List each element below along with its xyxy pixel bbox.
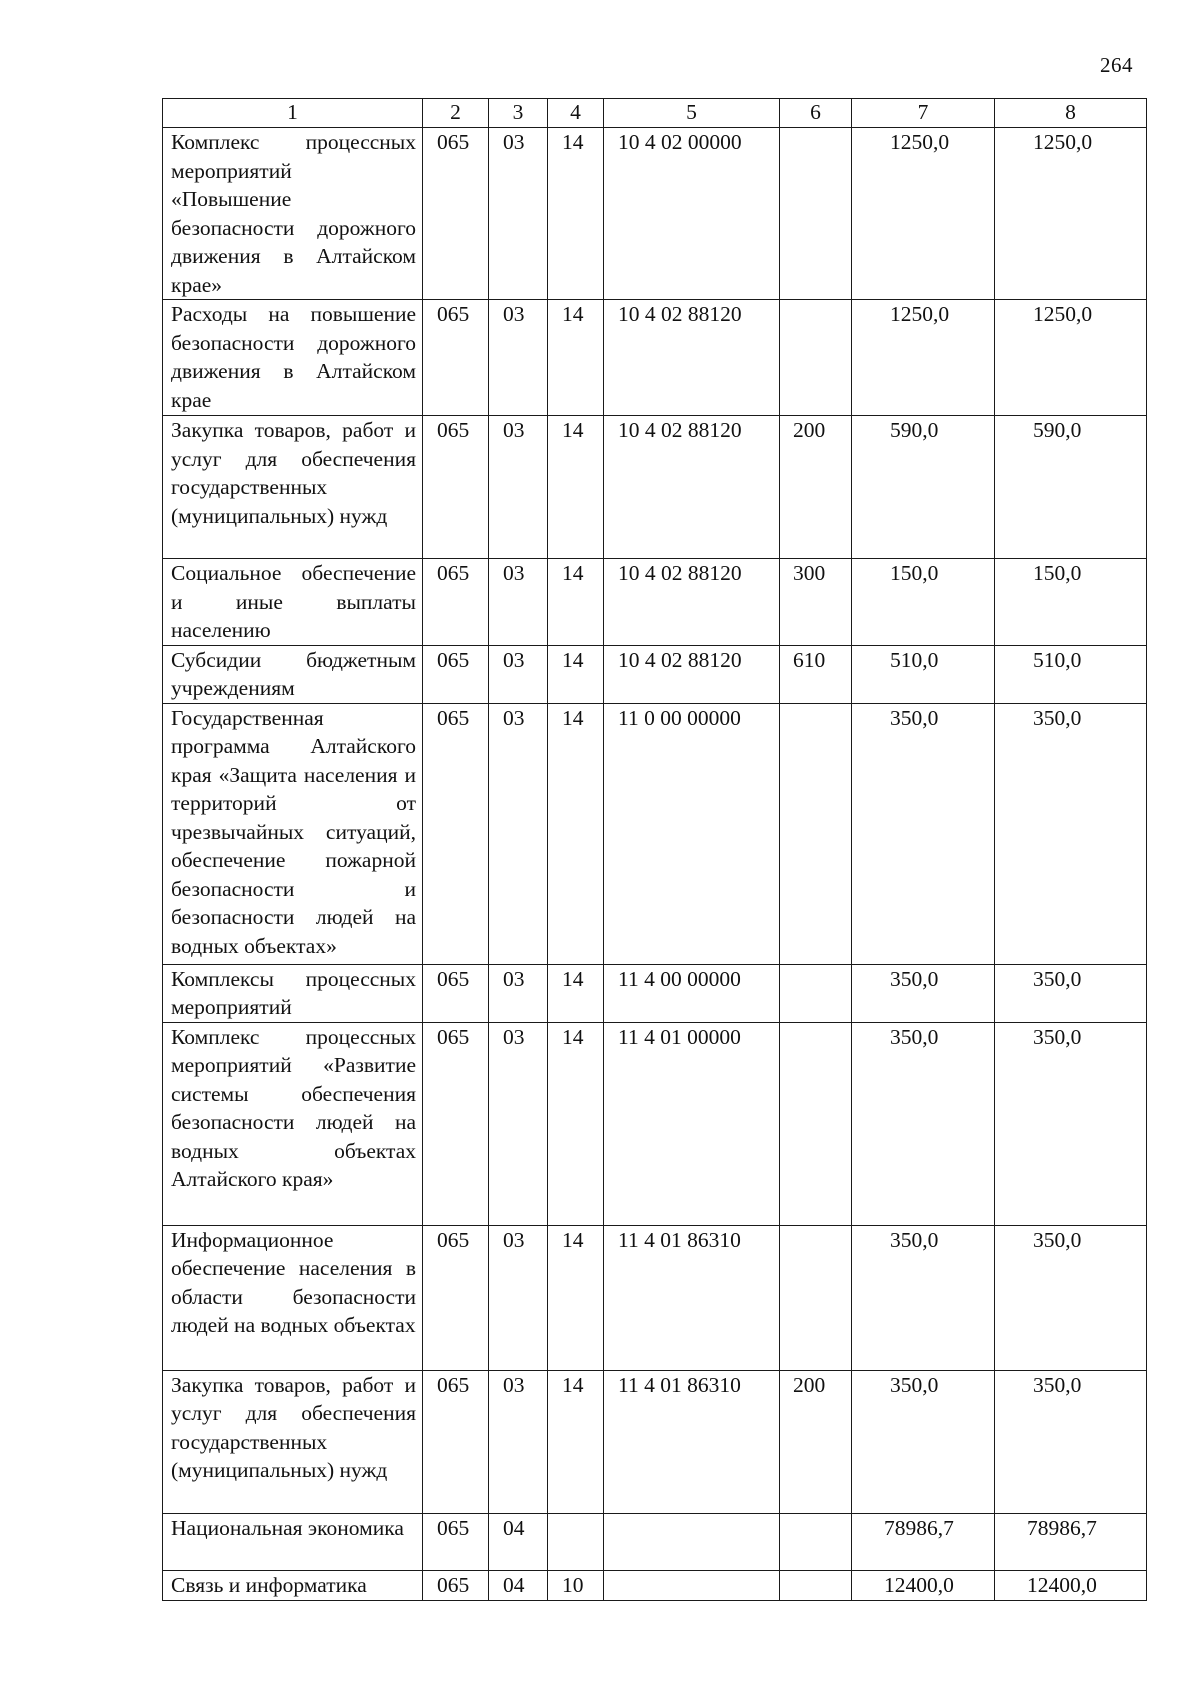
cell-target-article: 11 4 01 86310 <box>604 1225 780 1370</box>
cell-amount-1: 510,0 <box>852 645 995 703</box>
cell-target-article: 10 4 02 00000 <box>604 128 780 300</box>
cell-target-article: 11 0 00 00000 <box>604 703 780 964</box>
cell-subsection <box>548 1513 604 1570</box>
cell-target-article: 10 4 02 88120 <box>604 416 780 559</box>
cell-amount-1: 12400,0 <box>852 1570 995 1600</box>
cell-section: 03 <box>489 645 548 703</box>
row-name: Расходы на повышение безопасности дорожного движения в Алтайском крае <box>163 300 423 416</box>
cell-amount-2: 350,0 <box>995 1022 1147 1225</box>
cell-amount-1: 350,0 <box>852 703 995 964</box>
cell-admin-code: 065 <box>423 1570 489 1600</box>
cell-admin-code: 065 <box>423 964 489 1022</box>
cell-section: 03 <box>489 1225 548 1370</box>
cell-amount-2: 350,0 <box>995 964 1147 1022</box>
page-number: 264 <box>1100 53 1133 77</box>
cell-amount-1: 590,0 <box>852 416 995 559</box>
cell-target-article <box>604 1513 780 1570</box>
column-header: 3 <box>489 99 548 128</box>
column-header: 4 <box>548 99 604 128</box>
row-name: Национальная экономика <box>163 1513 423 1570</box>
cell-amount-1: 350,0 <box>852 1225 995 1370</box>
cell-expense-type <box>780 703 852 964</box>
cell-expense-type <box>780 1570 852 1600</box>
cell-expense-type <box>780 1513 852 1570</box>
row-name: Субсидии бюджетным учреждениям <box>163 645 423 703</box>
table-row <box>163 1370 1147 1513</box>
cell-expense-type <box>780 1225 852 1370</box>
cell-section: 04 <box>489 1513 548 1570</box>
cell-subsection: 10 <box>548 1570 604 1600</box>
table-row <box>163 1513 1147 1570</box>
cell-amount-1: 1250,0 <box>852 300 995 416</box>
cell-amount-1: 78986,7 <box>852 1513 995 1570</box>
row-name: Комплекс процессных мероприятий «Развитие системы обеспечения безопасности людей на водных объектах Алтайского края» <box>163 1022 423 1225</box>
cell-section: 03 <box>489 964 548 1022</box>
cell-subsection: 14 <box>548 559 604 646</box>
row-name: Государственная программа Алтайского края «Защита населения и территорий от чрезвычайных ситуаций, обеспечение пожарной безопасности и безопасности людей на водных объектах» <box>163 703 423 964</box>
table-row <box>163 1225 1147 1370</box>
cell-target-article: 10 4 02 88120 <box>604 300 780 416</box>
cell-subsection: 14 <box>548 1370 604 1513</box>
cell-admin-code: 065 <box>423 416 489 559</box>
table-row <box>163 1570 1147 1600</box>
cell-amount-2: 350,0 <box>995 1225 1147 1370</box>
cell-target-article: 11 4 01 86310 <box>604 1370 780 1513</box>
cell-target-article: 11 4 00 00000 <box>604 964 780 1022</box>
cell-target-article: 10 4 02 88120 <box>604 645 780 703</box>
row-name: Закупка товаров, работ и услуг для обеспечения государственных (муниципальных) нужд <box>163 416 423 559</box>
table-row <box>163 128 1147 300</box>
cell-section: 03 <box>489 1022 548 1225</box>
cell-amount-2: 350,0 <box>995 1370 1147 1513</box>
column-header: 2 <box>423 99 489 128</box>
cell-expense-type <box>780 128 852 300</box>
table-row <box>163 964 1147 1022</box>
row-name: Комплекс процессных мероприятий «Повышение безопасности дорожного движения в Алтайском крае» <box>163 128 423 300</box>
cell-admin-code: 065 <box>423 645 489 703</box>
column-header: 6 <box>780 99 852 128</box>
column-header: 7 <box>852 99 995 128</box>
table-row <box>163 1022 1147 1225</box>
cell-expense-type: 200 <box>780 1370 852 1513</box>
cell-section: 03 <box>489 300 548 416</box>
column-header: 1 <box>163 99 423 128</box>
cell-admin-code: 065 <box>423 559 489 646</box>
cell-expense-type <box>780 964 852 1022</box>
cell-expense-type <box>780 300 852 416</box>
cell-subsection: 14 <box>548 416 604 559</box>
cell-admin-code: 065 <box>423 1225 489 1370</box>
cell-admin-code: 065 <box>423 1513 489 1570</box>
table-row <box>163 703 1147 964</box>
cell-section: 03 <box>489 128 548 300</box>
cell-amount-2: 510,0 <box>995 645 1147 703</box>
cell-subsection: 14 <box>548 703 604 964</box>
column-header: 8 <box>995 99 1147 128</box>
cell-subsection: 14 <box>548 645 604 703</box>
row-name: Социальное обеспечение и иные выплаты населению <box>163 559 423 646</box>
cell-subsection: 14 <box>548 128 604 300</box>
table-row <box>163 416 1147 559</box>
cell-amount-1: 350,0 <box>852 1022 995 1225</box>
cell-amount-1: 150,0 <box>852 559 995 646</box>
cell-admin-code: 065 <box>423 703 489 964</box>
row-name: Закупка товаров, работ и услуг для обеспечения государственных (муниципальных) нужд <box>163 1370 423 1513</box>
cell-subsection: 14 <box>548 1022 604 1225</box>
cell-subsection: 14 <box>548 964 604 1022</box>
cell-section: 03 <box>489 703 548 964</box>
cell-target-article: 11 4 01 00000 <box>604 1022 780 1225</box>
budget-table <box>162 98 1147 1601</box>
table-row <box>163 559 1147 646</box>
cell-amount-1: 350,0 <box>852 1370 995 1513</box>
cell-section: 03 <box>489 559 548 646</box>
cell-expense-type: 610 <box>780 645 852 703</box>
cell-amount-2: 590,0 <box>995 416 1147 559</box>
cell-admin-code: 065 <box>423 1370 489 1513</box>
cell-amount-2: 350,0 <box>995 703 1147 964</box>
cell-expense-type: 300 <box>780 559 852 646</box>
cell-subsection: 14 <box>548 1225 604 1370</box>
table-row <box>163 300 1147 416</box>
cell-amount-1: 350,0 <box>852 964 995 1022</box>
cell-amount-2: 78986,7 <box>995 1513 1147 1570</box>
cell-subsection: 14 <box>548 300 604 416</box>
cell-admin-code: 065 <box>423 128 489 300</box>
cell-amount-2: 150,0 <box>995 559 1147 646</box>
cell-admin-code: 065 <box>423 1022 489 1225</box>
cell-amount-1: 1250,0 <box>852 128 995 300</box>
cell-section: 03 <box>489 1370 548 1513</box>
cell-amount-2: 12400,0 <box>995 1570 1147 1600</box>
table-row <box>163 645 1147 703</box>
cell-target-article <box>604 1570 780 1600</box>
cell-section: 04 <box>489 1570 548 1600</box>
row-name: Информационное обеспечение населения в области безопасности людей на водных объектах <box>163 1225 423 1370</box>
cell-amount-2: 1250,0 <box>995 128 1147 300</box>
cell-section: 03 <box>489 416 548 559</box>
row-name: Связь и информатика <box>163 1570 423 1600</box>
row-name: Комплексы процессных мероприятий <box>163 964 423 1022</box>
cell-admin-code: 065 <box>423 300 489 416</box>
column-header: 5 <box>604 99 780 128</box>
cell-target-article: 10 4 02 88120 <box>604 559 780 646</box>
cell-amount-2: 1250,0 <box>995 300 1147 416</box>
cell-expense-type: 200 <box>780 416 852 559</box>
table-header-row <box>163 99 1147 128</box>
cell-expense-type <box>780 1022 852 1225</box>
